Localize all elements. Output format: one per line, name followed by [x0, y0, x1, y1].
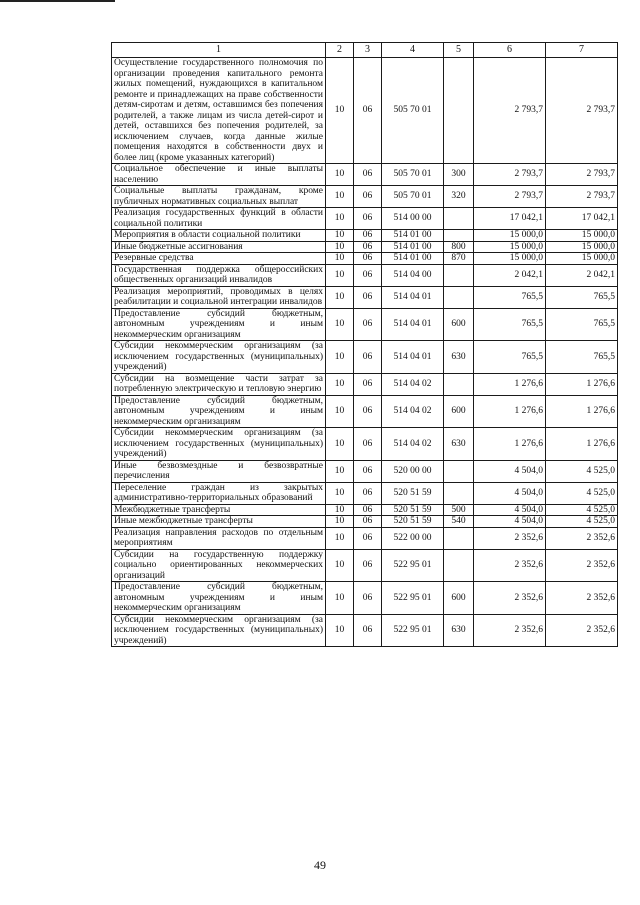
expense-type-code — [444, 549, 474, 582]
section-code: 10 — [326, 186, 354, 208]
amount-col7: 765,5 — [546, 286, 618, 308]
section-code: 10 — [326, 308, 354, 341]
row-name: Иные безвозмездные и безвозвратные перечисления — [112, 460, 326, 482]
amount-col7: 2 793,7 — [546, 58, 618, 164]
subsection-code: 06 — [354, 264, 382, 286]
table-row — [112, 549, 618, 582]
amount-col7: 2 793,7 — [546, 186, 618, 208]
section-code: 10 — [326, 614, 354, 647]
subsection-code: 06 — [354, 253, 382, 265]
section-code: 10 — [326, 241, 354, 253]
target-article-code: 514 04 01 — [382, 341, 444, 374]
amount-col7: 17 042,1 — [546, 208, 618, 230]
section-code: 10 — [326, 373, 354, 395]
budget-table — [111, 42, 618, 647]
row-name: Субсидии на государственную поддержку социально ориентированных некоммерческих организаций — [112, 549, 326, 582]
table-row — [112, 504, 618, 516]
amount-col6: 765,5 — [474, 308, 546, 341]
section-code: 10 — [326, 482, 354, 504]
subsection-code: 06 — [354, 504, 382, 516]
subsection-code: 06 — [354, 308, 382, 341]
target-article-code: 514 00 00 — [382, 208, 444, 230]
amount-col6: 4 504,0 — [474, 460, 546, 482]
table-row — [112, 460, 618, 482]
expense-type-code — [444, 230, 474, 242]
row-name: Государственная поддержка общероссийских общественных организаций инвалидов — [112, 264, 326, 286]
table-row — [112, 186, 618, 208]
row-name: Социальное обеспечение и иные выплаты населению — [112, 164, 326, 186]
amount-col7: 765,5 — [546, 341, 618, 374]
row-name: Предоставление субсидий бюджетным, автономным учреждениям и иным некоммерческим организациям — [112, 395, 326, 428]
section-code: 10 — [326, 164, 354, 186]
amount-col6: 15 000,0 — [474, 253, 546, 265]
row-name: Мероприятия в области социальной политики — [112, 230, 326, 242]
amount-col6: 2 042,1 — [474, 264, 546, 286]
table-row — [112, 230, 618, 242]
target-article-code: 514 04 01 — [382, 286, 444, 308]
section-code: 10 — [326, 504, 354, 516]
expense-type-code: 870 — [444, 253, 474, 265]
expense-type-code: 630 — [444, 341, 474, 374]
expense-type-code: 600 — [444, 308, 474, 341]
expense-type-code — [444, 58, 474, 164]
amount-col7: 1 276,6 — [546, 428, 618, 461]
expense-type-code — [444, 264, 474, 286]
target-article-code: 514 04 02 — [382, 395, 444, 428]
subsection-code: 06 — [354, 241, 382, 253]
table-row — [112, 527, 618, 549]
row-name: Переселение граждан из закрытых административно-территориальных образований — [112, 482, 326, 504]
target-article-code: 522 00 00 — [382, 527, 444, 549]
target-article-code: 522 95 01 — [382, 614, 444, 647]
target-article-code: 514 01 00 — [382, 230, 444, 242]
subsection-code: 06 — [354, 460, 382, 482]
amount-col7: 15 000,0 — [546, 241, 618, 253]
table-row — [112, 286, 618, 308]
amount-col7: 2 793,7 — [546, 164, 618, 186]
section-code: 10 — [326, 208, 354, 230]
amount-col6: 15 000,0 — [474, 230, 546, 242]
table-row — [112, 516, 618, 528]
row-name: Иные межбюджетные трансферты — [112, 516, 326, 528]
section-code: 10 — [326, 58, 354, 164]
row-name: Субсидии некоммерческим организациям (за исключением государственных (муниципальных) учреждений) — [112, 614, 326, 647]
scan-edge-mark — [0, 0, 115, 2]
subsection-code: 06 — [354, 516, 382, 528]
amount-col6: 2 352,6 — [474, 527, 546, 549]
section-code: 10 — [326, 582, 354, 615]
section-code: 10 — [326, 341, 354, 374]
row-name: Субсидии некоммерческим организациям (за исключением государственных (муниципальных) учреждений) — [112, 428, 326, 461]
amount-col6: 1 276,6 — [474, 373, 546, 395]
amount-col7: 2 352,6 — [546, 527, 618, 549]
amount-col7: 15 000,0 — [546, 253, 618, 265]
table-row — [112, 308, 618, 341]
subsection-code: 06 — [354, 341, 382, 374]
amount-col6: 1 276,6 — [474, 428, 546, 461]
target-article-code: 514 04 02 — [382, 428, 444, 461]
target-article-code: 520 51 59 — [382, 504, 444, 516]
subsection-code: 06 — [354, 582, 382, 615]
table-row — [112, 614, 618, 647]
target-article-code: 514 04 01 — [382, 308, 444, 341]
amount-col6: 1 276,6 — [474, 395, 546, 428]
amount-col6: 4 504,0 — [474, 504, 546, 516]
section-code: 10 — [326, 286, 354, 308]
subsection-code: 06 — [354, 482, 382, 504]
col-header-3: 3 — [354, 43, 382, 58]
amount-col6: 2 352,6 — [474, 614, 546, 647]
section-code: 10 — [326, 230, 354, 242]
section-code: 10 — [326, 253, 354, 265]
expense-type-code — [444, 460, 474, 482]
amount-col6: 15 000,0 — [474, 241, 546, 253]
section-code: 10 — [326, 549, 354, 582]
amount-col6: 2 793,7 — [474, 164, 546, 186]
row-name: Предоставление субсидий бюджетным, автономным учреждениям и иным некоммерческим организациям — [112, 308, 326, 341]
target-article-code: 520 00 00 — [382, 460, 444, 482]
amount-col7: 2 352,6 — [546, 582, 618, 615]
amount-col7: 2 352,6 — [546, 614, 618, 647]
table-row — [112, 482, 618, 504]
col-header-5: 5 — [444, 43, 474, 58]
col-header-2: 2 — [326, 43, 354, 58]
target-article-code: 514 01 00 — [382, 241, 444, 253]
amount-col6: 2 352,6 — [474, 549, 546, 582]
target-article-code: 520 51 59 — [382, 482, 444, 504]
target-article-code: 522 95 01 — [382, 582, 444, 615]
expense-type-code: 320 — [444, 186, 474, 208]
row-name: Субсидии на возмещение части затрат за потребленную электрическую и тепловую энергию — [112, 373, 326, 395]
target-article-code: 520 51 59 — [382, 516, 444, 528]
target-article-code: 505 70 01 — [382, 186, 444, 208]
subsection-code: 06 — [354, 286, 382, 308]
col-header-7: 7 — [546, 43, 618, 58]
col-header-1: 1 — [112, 43, 326, 58]
amount-col6: 4 504,0 — [474, 482, 546, 504]
expense-type-code — [444, 208, 474, 230]
amount-col6: 2 793,7 — [474, 58, 546, 164]
amount-col7: 1 276,6 — [546, 373, 618, 395]
expense-type-code: 630 — [444, 614, 474, 647]
expense-type-code: 800 — [444, 241, 474, 253]
target-article-code: 505 70 01 — [382, 164, 444, 186]
table-row — [112, 164, 618, 186]
row-name: Социальные выплаты гражданам, кроме публичных нормативных социальных выплат — [112, 186, 326, 208]
row-name: Субсидии некоммерческим организациям (за исключением государственных (муниципальных) учреждений) — [112, 341, 326, 374]
target-article-code: 522 95 01 — [382, 549, 444, 582]
amount-col7: 15 000,0 — [546, 230, 618, 242]
col-header-6: 6 — [474, 43, 546, 58]
subsection-code: 06 — [354, 186, 382, 208]
expense-type-code: 540 — [444, 516, 474, 528]
subsection-code: 06 — [354, 164, 382, 186]
amount-col6: 765,5 — [474, 286, 546, 308]
subsection-code: 06 — [354, 549, 382, 582]
table-row — [112, 253, 618, 265]
section-code: 10 — [326, 527, 354, 549]
amount-col7: 4 525,0 — [546, 482, 618, 504]
amount-col6: 17 042,1 — [474, 208, 546, 230]
amount-col7: 4 525,0 — [546, 460, 618, 482]
table-row — [112, 241, 618, 253]
col-header-4: 4 — [382, 43, 444, 58]
subsection-code: 06 — [354, 614, 382, 647]
row-name: Предоставление субсидий бюджетным, автономным учреждениям и иным некоммерческим организациям — [112, 582, 326, 615]
subsection-code: 06 — [354, 527, 382, 549]
amount-col6: 765,5 — [474, 341, 546, 374]
subsection-code: 06 — [354, 58, 382, 164]
row-name: Осуществление государственного полномочия по организации проведения капитального ремонта жилых помещений, нуждающихся в капитальном ремонте и принадлежащих на праве собственности детям-сиротам и детям, оставшимся без попечения родителей, а также лицам из числа детей-сирот и детей, оставшихся без попечения родителей, за исключением случаев, когда данные жилые помещения находятся в собственности двух и более лиц (кроме указанных категорий) — [112, 58, 326, 164]
table-row — [112, 373, 618, 395]
expense-type-code — [444, 527, 474, 549]
row-name: Межбюджетные трансферты — [112, 504, 326, 516]
subsection-code: 06 — [354, 373, 382, 395]
target-article-code: 514 01 00 — [382, 253, 444, 265]
amount-col7: 2 352,6 — [546, 549, 618, 582]
expense-type-code: 600 — [444, 582, 474, 615]
expense-type-code: 500 — [444, 504, 474, 516]
expense-type-code: 600 — [444, 395, 474, 428]
section-code: 10 — [326, 460, 354, 482]
section-code: 10 — [326, 428, 354, 461]
subsection-code: 06 — [354, 230, 382, 242]
section-code: 10 — [326, 395, 354, 428]
expense-type-code: 630 — [444, 428, 474, 461]
subsection-code: 06 — [354, 208, 382, 230]
expense-type-code: 300 — [444, 164, 474, 186]
amount-col7: 2 042,1 — [546, 264, 618, 286]
target-article-code: 505 70 01 — [382, 58, 444, 164]
subsection-code: 06 — [354, 428, 382, 461]
table-row — [112, 208, 618, 230]
amount-col7: 4 525,0 — [546, 516, 618, 528]
amount-col6: 2 793,7 — [474, 186, 546, 208]
amount-col6: 2 352,6 — [474, 582, 546, 615]
amount-col7: 4 525,0 — [546, 504, 618, 516]
expense-type-code — [444, 373, 474, 395]
amount-col6: 4 504,0 — [474, 516, 546, 528]
table-row — [112, 582, 618, 615]
row-name: Иные бюджетные ассигнования — [112, 241, 326, 253]
table-row — [112, 341, 618, 374]
amount-col7: 1 276,6 — [546, 395, 618, 428]
expense-type-code — [444, 286, 474, 308]
table-body — [112, 58, 618, 647]
table-row — [112, 264, 618, 286]
target-article-code: 514 04 02 — [382, 373, 444, 395]
subsection-code: 06 — [354, 395, 382, 428]
section-code: 10 — [326, 516, 354, 528]
header-row — [112, 43, 618, 58]
row-name: Реализация мероприятий, проводимых в целях реабилитации и социальной интеграции инвалидов — [112, 286, 326, 308]
amount-col7: 765,5 — [546, 308, 618, 341]
table-row — [112, 395, 618, 428]
row-name: Реализация направления расходов по отдельным мероприятиям — [112, 527, 326, 549]
table-row — [112, 428, 618, 461]
row-name: Резервные средства — [112, 253, 326, 265]
section-code: 10 — [326, 264, 354, 286]
target-article-code: 514 04 00 — [382, 264, 444, 286]
expense-type-code — [444, 482, 474, 504]
row-name: Реализация государственных функций в области социальной политики — [112, 208, 326, 230]
page-number: 49 — [314, 858, 326, 872]
table-row — [112, 58, 618, 164]
